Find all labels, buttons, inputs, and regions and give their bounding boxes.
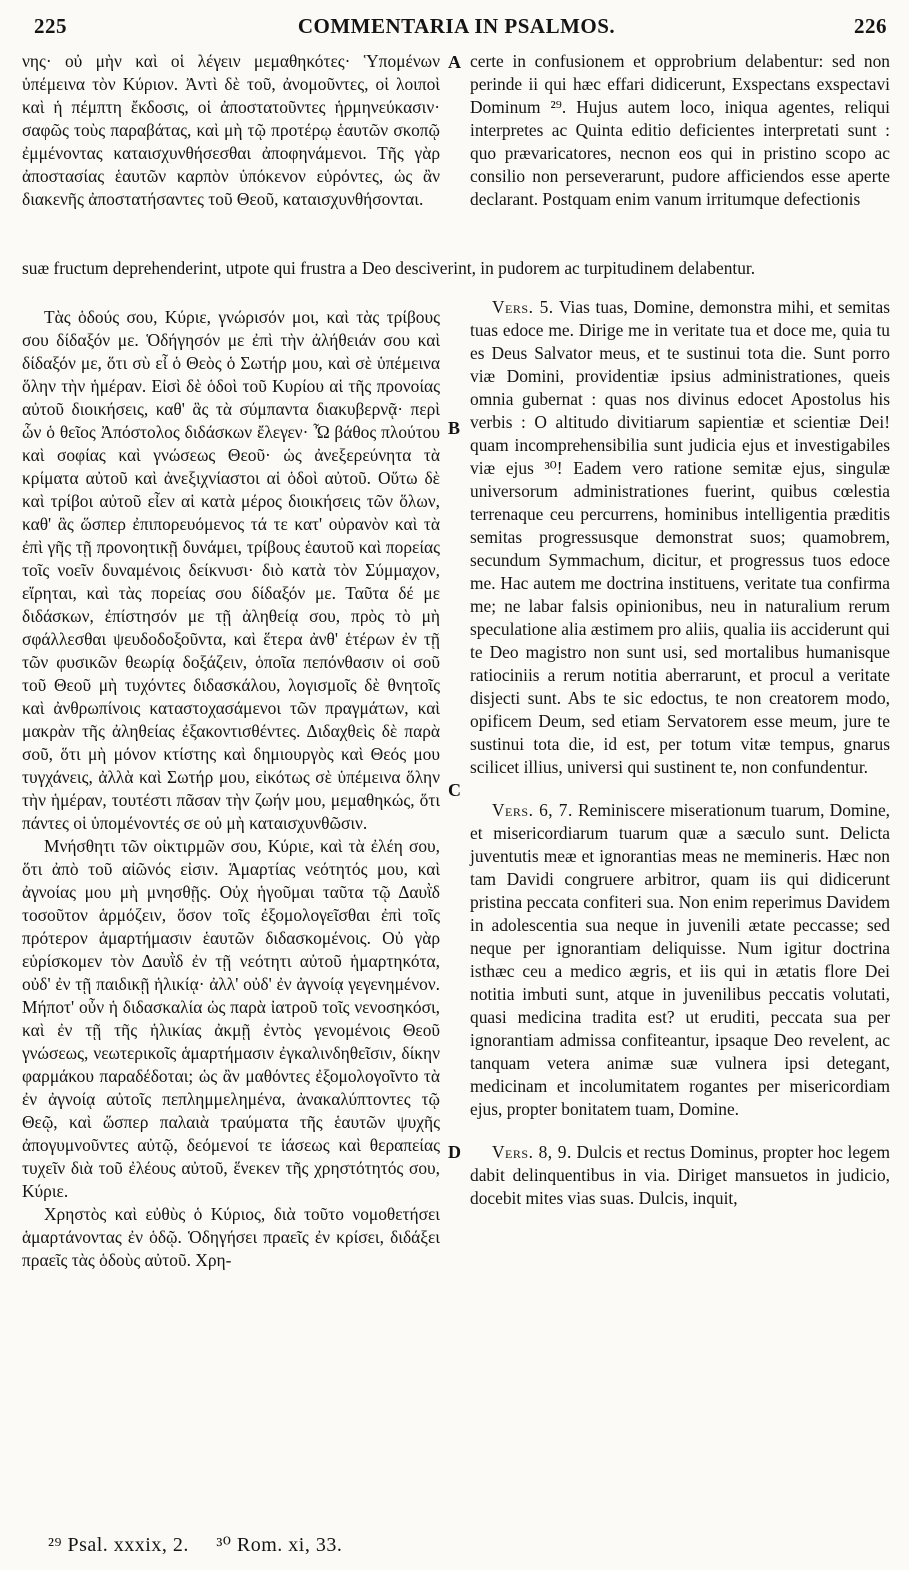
footnote-29: ²⁹ Psal. xxxix, 2. bbox=[48, 1534, 189, 1556]
margin-letter-c: C bbox=[448, 780, 461, 800]
latin-column-main bbox=[470, 296, 890, 1210]
footnote-30: ³⁰ Rom. xi, 33. bbox=[216, 1534, 343, 1556]
margin-letter-b: B bbox=[448, 418, 461, 438]
latin-column-top bbox=[470, 50, 890, 211]
margin-letter-d: D bbox=[448, 1142, 461, 1162]
page-header bbox=[22, 14, 891, 44]
margin-letter-a: A bbox=[448, 52, 461, 72]
verse-label-5: Vers. 5. bbox=[492, 297, 554, 317]
verse-label-8-9: Vers. 8, 9. bbox=[492, 1142, 572, 1162]
greek-paragraph-2: Τὰς ὁδούς σου, Κύριε, γνώρισόν μοι, καὶ τὰς τρίβους σου δίδαξόν με. Ὁδήγησόν με ἐπὶ τὴν ἀλήθειάν σου καὶ δίδαξόν με, ὅτι σὺ εἶ ὁ Θεὸς ὁ Σωτήρ μου, καὶ σὲ ὑπέμεινα ὅλην τὴν ἡμέραν. Εἰσὶ δὲ ὁδοὶ τοῦ Κυρίου αἱ τῆς προνοίας αὐτοῦ διοικήσεις, καθ' ἃς τὰ σύμπαντα διακυβερνᾷ· περὶ ὧν ὁ θεῖος Ἀπόστολος διδάσκων ἔλεγεν· Ὦ βάθος πλούτου καὶ σοφίας καὶ γνώσεως Θεοῦ· ὡς ἀνεξερεύνητα τὰ κρίματα αὐτοῦ καὶ ἀνεξιχνίαστοι αἱ ὁδοὶ αὐτοῦ. Οὕτω δὲ καὶ τρίβοι αὐτοῦ εἶεν αἱ κατὰ μέρος διοικήσεις τῶν ὅλων, καθ' ἃς ὥσπερ ἐπιπορευόμενος τά τε κατ' οὐρανὸν καὶ τὰ ἐπὶ γῆς τῇ προνοητικῇ δυνάμει, τρίβους ἑαυτοῦ καὶ πορείας τοῖς νοεῖν δυναμένοις δείκνυσι· διὸ κατὰ τὸν Σύμμαχον, εἴρηται, καὶ τὰς πορείας σου δίδαξόν με. Ταῦτα δέ με διδάσκων, ἐπίστησόν με τῇ ἀληθείᾳ σου, πρὸς τὸ μὴ σφάλλεσθαι ψευδοδοξοῦντα, καὶ ἕτερα ἀνθ' ἑτέρων ἐν τῇ τῶν φυσικῶν θεωρίᾳ δοξάζειν, ὁποῖα πεπόνθασιν οἱ σοῦ τοῦ Θεοῦ μὴ τυχόντες διδασκάλου, λογισμοῖς δὲ θνητοῖς καὶ ἀνθρωπίνοις καταστοχασάμενοι τῶν πραγμάτων, καὶ μακρὰν τῆς ἀληθείας ἐξακοντισθέντες. Διδαχθεὶς δὲ παρὰ σοῦ, ὅτι μὴ μόνον κτίστης καὶ δημιουργὸς καὶ Θεός μου τυγχάνεις, ἀλλὰ καὶ Σωτήρ μου, εἰκότως σὲ ὑπέμεινα ὅλην τὴν ἡμέραν, τουτέστι πᾶσαν τὴν ζωήν μου, μεμαθηκώς, ὅτι πάντες οἱ ὑπομένοντές σε οὐ μὴ καταισχυνθῶσιν. bbox=[22, 307, 440, 833]
greek-paragraph-1: νης· οὐ μὴν καὶ οἱ λέγειν μεμαθηκότες· Ὑπομένων ὑπέμεινα τὸν Κύριον. Ἀντὶ δὲ τοῦ, ἀνομοῦντες, οἱ λοιποὶ καὶ ἡ πέμπτη ἔκδοσις, οἱ ἀποστατοῦντες ἡρμηνεύκασιν· σαφῶς τοὺς παραβάτας, καὶ μὴ τῷ προτέρῳ ἑαυτῶν σκοπῷ ἐμμένοντας καταισχυνθήσεσθαι ἀποφηνάμενοι. Τῆς γὰρ ἀποστασίας ἑαυτῶν καρπὸν ὑπόκενον εὑρόντες, ὡς ἂν διακενῆς ἀποστατήσαντες τοῦ Θεοῦ, καταισχυνθήσονται. bbox=[22, 51, 440, 209]
greek-paragraph-3: Μνήσθητι τῶν οἰκτιρμῶν σου, Κύριε, καὶ τὰ ἐλέη σου, ὅτι ἀπὸ τοῦ αἰῶνός εἰσιν. Ἁμαρτίας νεότητός μου, καὶ ἀγνοίας μου μὴ μνησθῇς. Οὐχ ἡγοῦμαι ταῦτα τῷ Δαυῒδ τοσοῦτον ἁρμόζειν, ὅσον τοῖς ἐξομολογεῖσθαι ἐπὶ τοῖς πρότερον ἁμαρτήμασιν ἑαυτῶν διδασκομένοις. Οὐ γὰρ εὑρίσκομεν τὸν Δαυῒδ ἐν τῇ νεότητι αὐτοῦ ἡμαρτηκότα, οὐδ' ἐν τῇ παιδικῇ ἡλικίᾳ· ἀλλ' οὐδ' ἐν ἀγνοίᾳ γεγενημένον. Μήποτ' οὖν ἡ διδασκαλία ὡς παρὰ ἰατροῦ τοῖς νενοσηκόσι, καὶ ἐν τῇ τῆς ἡλικίας ἀκμῇ ἐντὸς γενομένοις Θεοῦ γνώσεως, νεωτερικοῖς ἁμαρτήμασιν ἐγκαλινδηθεῖσιν, δίκην φαρμάκου παραδέδοται; ὡς ἂν μαθόντες ἐξομολογοῖντο τὰ ἐν ἀγνοίᾳ αὐτοῖς πεπλημμελημένα, ἀνακαλύπτοντες τῷ Θεῷ, καὶ ὥσπερ παλαιὰ τραύματα τῆς ἑαυτῶν ψυχῆς ἀπογυμνοῦντες αὐτῷ, δεόμενοί τε ἰάσεως καὶ θεραπείας τυχεῖν διὰ τοῦ ἐλέους αὐτοῦ, ἕνεκεν τῆς χρηστότητός σου, Κύριε. bbox=[22, 836, 440, 1201]
greek-column-main bbox=[22, 306, 440, 1272]
spanning-line bbox=[22, 257, 890, 280]
running-title: COMMENTARIA IN PSALMOS. bbox=[297, 14, 616, 38]
latin-paragraph-3: Vers. 6, 7. Reminiscere miserationum tuarum, Domine, et misericordiarum tuarum quæ a sæculo sunt. Delicta juventutis meæ et ignorantias meas ne memineris. Hæc non tam Davidi congruere arbitror, quam iis qui didicerunt pristina peccata confiteri sua. Non enim reperimus Davidem in adolescentia sua neque in juvenili ætate peccasse; sed neque per ignorantiam deliquisse. Num igitur doctrina isthæc ceu a medico ægris, et iis qui in ætatis flore Dei notitia imbuti sunt, atque in juvenilibus peccatis volutati, quasi medicina tradita est? ut eruditi, peccata sua per ignorantiam admissa confiteantur, ipsaque Deo revelent, ac tanquam vetera animæ suæ vulnera ipsi detegant, medicinam et incolumitatem rogantes per misericordiam ejus, propter bonitatem tuam, Domine. bbox=[470, 800, 891, 1119]
spanning-text: suæ fructum deprehenderint, utpote qui frustra a Deo desciverint, in pudorem ac turpitudinem delabentur. bbox=[22, 258, 756, 278]
footnotes bbox=[48, 1532, 364, 1557]
latin-paragraph-4: Vers. 8, 9. Dulcis et rectus Dominus, propter hoc legem dabit delinquentibus in via. Diriget mansuetos in judicio, docebit mites vias suas. Dulcis, inquit, bbox=[470, 1142, 890, 1208]
greek-column-top bbox=[22, 50, 440, 211]
latin-paragraph-2: Vers. 5. Vias tuas, Domine, demonstra mihi, et semitas tuas edoce me. Dirige me in veritate tua et doce me, quia tu es Deus Salvator meus, et te sustinui tota die. Sunt porro viæ Domini, providentiæ ipsius administrationes, queis omnia gubernat : quas nos divinus edocet Apostolus his verbis : O altitudo divitiarum sapientiæ et scientiæ Dei! quam incomprehensibilia sunt judicia ejus et investigabiles viæ ejus ³⁰! Eadem vero ratione semitæ ejus, singulæ universorum administrationes fuerint, quibus cœlestia terrenaque ceu percurrens, hominibus intelligentia præditis semitas progressusque demonstrat suos; quamobrem, secundum Symmachum, dicitur, et progressus tuos edoce me. Hac autem me doctrina instituens, veritate tua confirma me; ne labar falsis opinionibus, neu in naturalium rerum speculatione alia æstimem pro aliis, qualia iis acciderunt qui te Deo magistro non sunt usi, sed mortalibus humanisque ratiociniis a rerum notitia aberrarunt, et procul a veritate disjecti sunt. Abs te sic edoctus, te non creatorem modo, opificem Deum, sed etiam Servatorem esse meum, jure te sustinui tota die, id est, per totum vitæ tempus, gnarus scilicet illius, universi qui sustinent te, non confundentur. bbox=[470, 297, 890, 777]
page-number-left: 225 bbox=[34, 14, 67, 38]
greek-paragraph-4: Χρηστὸς καὶ εὐθὺς ὁ Κύριος, διὰ τοῦτο νομοθετήσει ἁμαρτάνοντας ἐν ὁδῷ. Ὁδηγήσει πραεῖς ἐν κρίσει, διδάξει πραεῖς τὰς ὁδοὺς αὐτοῦ. Χρη- bbox=[22, 1204, 440, 1270]
verse-label-6-7: Vers. 6, 7. bbox=[492, 800, 573, 820]
page-number-right: 226 bbox=[854, 14, 887, 38]
latin-paragraph-1: certe in confusionem et opprobrium delabentur: sed non perinde ii qui hæc effari didicerunt, Exspectans exspectavi Dominum ²⁹. Hujus autem loco, iniqua agentes, reliqui interpretes ac Quinta editio deficientes interpretati sunt : quo prævaricatores, necnon eos qui in pristino scopo ac consilio non perseverarunt, pudore afficiendos esse aperte declarant. Postquam enim vanum irritumque defectionis bbox=[470, 51, 890, 209]
